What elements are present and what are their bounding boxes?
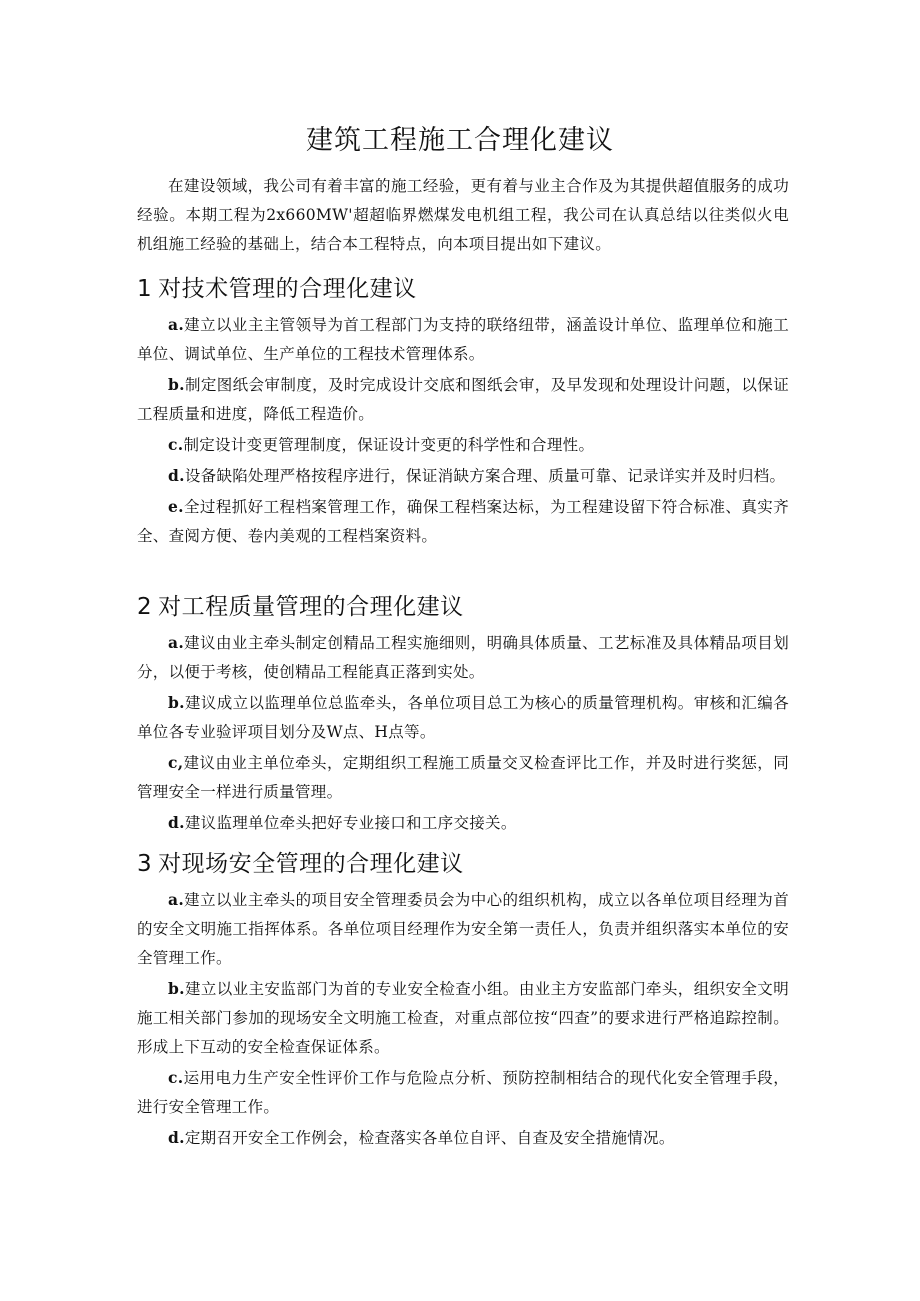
list-item — [137, 688, 789, 747]
list-item — [137, 370, 789, 429]
list-item — [137, 430, 789, 460]
item-text: 制定设计变更管理制度，保证设计变更的科学性和合理性。 — [183, 436, 595, 454]
list-item — [137, 748, 789, 807]
item-label: a. — [168, 890, 185, 909]
section-title: 对工程质量管理的合理化建议 — [158, 594, 464, 620]
item-text: 全过程抓好工程档案管理工作，确保工程档案达标，为工程建设留下符合标准、真实齐全、查阅方便、卷内美观的工程档案资料。 — [137, 498, 789, 545]
list-item — [137, 310, 789, 369]
list-item — [137, 1063, 789, 1122]
item-text: 建议由业主单位牵头，定期组织工程施工质量交叉检查评比工作，并及时进行奖惩，同管理安全一样进行质量管理。 — [137, 754, 789, 801]
item-label: c. — [168, 1068, 184, 1087]
item-text: 建议监理单位牵头把好专业接口和工序交接关。 — [184, 814, 517, 832]
section-title: 对现场安全管理的合理化建议 — [158, 851, 464, 877]
section-number: 3 — [137, 851, 153, 877]
section-2-heading — [137, 588, 464, 621]
item-text: 定期召开安全工作例会，检查落实各单位自评、自查及安全措施情况。 — [184, 1129, 675, 1147]
list-item — [137, 885, 789, 973]
item-text: 制定图纸会审制度，及时完成设计交底和图纸会审，及早发现和处理设计问题，以保证工程质量和进度，降低工程造价。 — [137, 376, 789, 423]
item-label: c. — [168, 435, 184, 454]
section-2-body — [137, 628, 789, 839]
item-label: c, — [168, 753, 184, 772]
section-3-body — [137, 885, 789, 1154]
intro-paragraph: 在建设领域，我公司有着丰富的施工经验，更有着与业主合作及为其提供超值服务的成功经验。本期工程为2x660MW'超超临界燃煤发电机组工程，我公司在认真总结以往类似火电机组施工经验的基础上，结合本工程特点，向本项目提出如下建议。 — [137, 177, 789, 253]
list-item — [137, 808, 789, 838]
page-title: 建筑工程施工合理化建议 — [306, 125, 614, 156]
intro-block — [137, 172, 789, 259]
section-3-heading — [137, 845, 464, 878]
item-label: a. — [168, 315, 185, 334]
item-text: 建立以业主牵头的项目安全管理委员会为中心的组织机构，成立以各单位项目经理为首的安全文明施工指挥体系。各单位项目经理作为安全第一责任人，负责并组织落实本单位的安全管理工作。 — [137, 891, 789, 967]
item-text: 设备缺陷处理严格按程序进行，保证消缺方案合理、质量可靠、记录详实并及时归档。 — [184, 467, 786, 485]
item-label: e. — [168, 497, 184, 516]
list-item — [137, 492, 789, 551]
section-1-body — [137, 310, 789, 552]
list-item — [137, 628, 789, 687]
section-1-heading — [137, 270, 417, 303]
item-text: 建议成立以监理单位总监牵头，各单位项目总工为核心的质量管理机构。审核和汇编各单位各专业验评项目划分及W点、H点等。 — [137, 694, 789, 741]
list-item — [137, 974, 789, 1062]
item-text: 建立以业主安监部门为首的专业安全检查小组。由业主方安监部门牵头，组织安全文明施工相关部门参加的现场安全文明施工检查，对重点部位按“四查”的要求进行严格追踪控制。形成上下互动的安全检查保证体系。 — [137, 980, 789, 1056]
section-number: 1 — [137, 276, 153, 302]
section-title: 对技术管理的合理化建议 — [158, 276, 417, 302]
item-label: d. — [168, 1128, 185, 1147]
item-label: d. — [168, 813, 185, 832]
item-text: 运用电力生产安全性评价工作与危险点分析、预防控制相结合的现代化安全管理手段，进行安全管理工作。 — [137, 1069, 789, 1116]
item-label: b. — [168, 979, 185, 998]
list-item — [137, 1123, 789, 1153]
item-text: 建议由业主牵头制定创精品工程实施细则，明确具体质量、工艺标准及具体精品项目划分，以便于考核，使创精品工程能真正落到实处。 — [137, 634, 789, 681]
item-label: b. — [168, 693, 185, 712]
section-number: 2 — [137, 594, 153, 620]
item-text: 建立以业主主管领导为首工程部门为支持的联络纽带，涵盖设计单位、监理单位和施工单位、调试单位、生产单位的工程技术管理体系。 — [137, 316, 789, 363]
item-label: b. — [168, 375, 185, 394]
item-label: d. — [168, 466, 185, 485]
list-item — [137, 461, 789, 491]
item-label: a. — [168, 633, 185, 652]
